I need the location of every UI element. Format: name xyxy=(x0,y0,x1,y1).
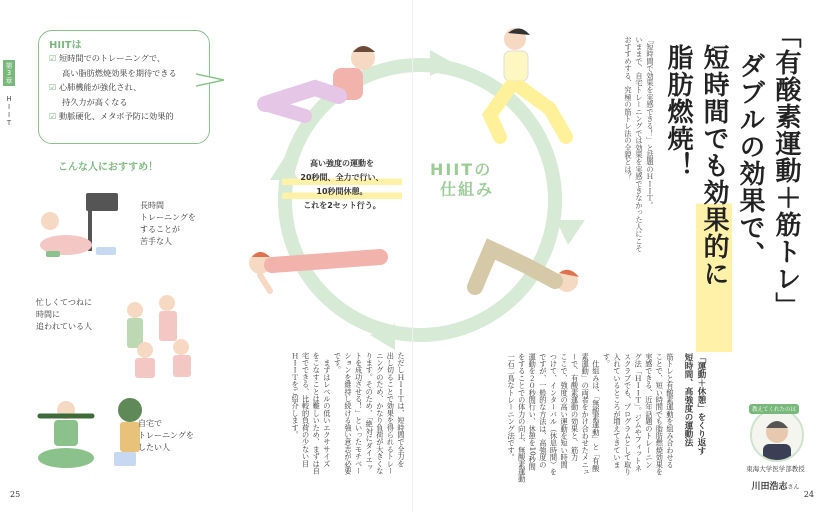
list-item: ☑ 心肺機能が強化され、 xyxy=(49,82,142,93)
busy-people-icon xyxy=(105,285,205,385)
right-page xyxy=(413,0,826,512)
list-item: 持久力が高くなる xyxy=(62,96,128,107)
supervisor-photo-icon xyxy=(752,410,802,460)
supervisor-affiliation: 東海大学医学部教授 xyxy=(746,465,805,473)
spine-divider xyxy=(412,0,413,512)
supervisor-avatar xyxy=(750,408,804,462)
supervisor-name: 川田浩志さん xyxy=(751,482,800,492)
exercise-figure-situp-icon xyxy=(245,40,395,130)
person-lying-tired-icon xyxy=(36,185,126,265)
list-item: ☑ 短時間でのトレーニングで、 xyxy=(49,53,166,63)
section-tag: 第3章 xyxy=(5,62,13,84)
center-note: 高い強度の運動を 20秒間、全力で行い、 10秒間休憩。 これを2セット行う。 xyxy=(282,157,402,213)
left-body-text: ただしＨＩＩＴは、短時間で全力を 出し切ることで効果を得られるトレー ニングのため、かなり負荷が大きくな ります。そのため、「絶対にダイエッ トを成功させる！」といったモチベー ションを維持し続ける強い意志が必要 です。 まずはレベルの低いエクササイズ をこなすことは難しいため、まずは自 宅でできる、比較的負荷の少ない目 ＨＩＩＴをご紹介します。 xyxy=(291,352,406,475)
list-item: ☑ 動脈硬化、メタボ予防に効果的 xyxy=(49,111,174,122)
section-sub: HIIT xyxy=(5,95,13,127)
check-icon: ☑ xyxy=(49,111,57,122)
check-icon: ☑ xyxy=(49,82,57,93)
list-item: 高い脂肪燃焼効果を期待できる xyxy=(62,67,177,78)
page-title: 「有酸素運動＋筋トレ」 ダブルの効果で、 短時間でも効果的に 脂肪燃焼！ xyxy=(660,22,804,352)
bubble-tail xyxy=(196,70,226,90)
right-body-text: 筋トレと有酸素運動を組み合わせる ことで、短い時間でも脂肪燃焼効果を 実感できる、近年話題のトレーニン グ法「ＨＩＩＴ」。ジムやフィットネ スクラブでも、プログラムとして取り 入れているところが増えてきていま す。 仕組みは、「無酸素運動」と「有酸 素運動」の両者をかけ合わせたメニュ ーで、有酸素運動の効果と、筋力 ここで、強度の高い運動を短い時間 つけて、インターバル（休息時間）を ですが、一般的な方法は、高強度の 運動を２０秒間行い、休憩を10秒間 をすることでの体力の向上、無酸素運動 一石二鳥なトレーニング法です。 xyxy=(507,353,675,483)
recommend-item-2: 忙しくてつねに 時間に 追われている人 xyxy=(36,298,92,331)
hiit-box xyxy=(38,30,210,144)
lead-text: 「短時間で効果を実感できる！」と話題のＨＩＩＴ。 いままで、自宅トレーニングでは効果を実感できなかった人にこそ おすすめする、究極の筋トレ法の全貌とは？ xyxy=(624,36,655,252)
page-number-right: 24 xyxy=(803,490,814,499)
hiit-box-title: HIITは xyxy=(49,40,82,51)
hiit-box-list xyxy=(49,51,177,124)
recommend-item-1: 長時間 トレーニングを することが 苦手な人 xyxy=(140,201,196,246)
supervisor-badge: 教えてくれたのは xyxy=(749,404,799,414)
cycle-label: HIITの 仕組み xyxy=(430,160,495,199)
exercise-figure-plank-icon xyxy=(230,235,400,305)
recommend-item-3: 自宅で トレーニングを したい人 xyxy=(138,419,194,452)
subheading: 「運動＋休憩」をくり返す 短時間、高強度の運動法 xyxy=(683,353,706,455)
page-number-left: 25 xyxy=(10,490,21,499)
recommend-heading: こんな人におすすめ！ xyxy=(58,162,159,173)
check-icon: ☑ xyxy=(49,53,57,63)
